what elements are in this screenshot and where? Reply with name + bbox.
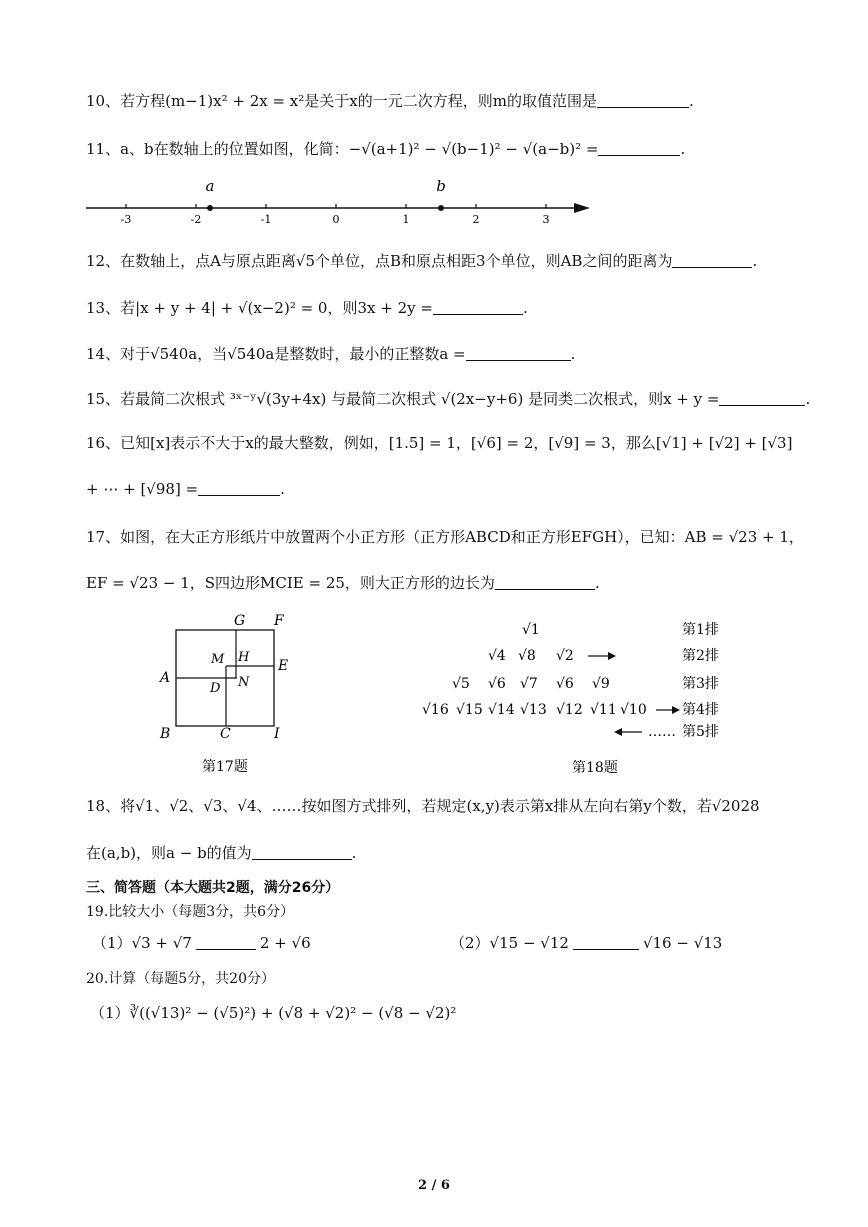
fig18-r4-item: √16: [422, 702, 449, 718]
fig18-r4-item: √15: [456, 702, 483, 718]
label-F: F: [274, 613, 284, 629]
q16-answer-blank: [198, 479, 280, 496]
point-a-label: a: [205, 177, 215, 195]
question-13: 13、若|x + y + 4| + √(x−2)² = 0，则3x + 2y = .: [86, 299, 528, 317]
label-G: G: [234, 613, 246, 629]
fig18-r3-item: √5: [452, 676, 470, 692]
q12-text: 12、在数轴上，点A与原点距离√5个单位，点B和原点相距3个单位，则AB之间的距离为: [86, 252, 673, 270]
figure-18: [410, 612, 740, 782]
fig18-r3-item: √9: [592, 676, 610, 692]
number-line-tick-label: -1: [260, 213, 272, 225]
q19-p2-blank: [573, 933, 639, 950]
label-C: C: [220, 726, 231, 742]
q14-answer-blank: [466, 344, 571, 361]
question-18-line-2: 在(a,b)，则a − b的值为 .: [86, 844, 357, 862]
fig18-r4-item: √10: [620, 702, 647, 718]
label-E: E: [278, 658, 289, 674]
fig18-r2-label: 第2排: [682, 648, 719, 664]
question-11: 11、a、b在数轴上的位置如图，化简：−√(a+1)² − √(b−1)² − √(a−b)² = .: [86, 140, 686, 158]
point-a-dot: [207, 205, 213, 211]
fig18-r4-item: √12: [556, 702, 583, 718]
question-16-line-2: + ⋯ + [√98] = .: [86, 480, 285, 498]
number-line-tick-label: 0: [332, 213, 340, 225]
q18-text-1: 18、将√1、√2、√3、√4、……按如图方式排列，若规定(x,y)表示第x排从左向右第y个数，若√2028: [86, 797, 760, 815]
label-M: M: [211, 652, 225, 667]
question-12: 12、在数轴上，点A与原点距离√5个单位，点B和原点相距3个单位，则AB之间的距离为 .: [86, 252, 758, 270]
question-17-line-2: EF = √23 − 1，S四边形MCIE = 25，则大正方形的边长为 .: [86, 574, 600, 592]
q15-answer-blank: [719, 389, 805, 406]
fig18-r2-item: √4: [488, 648, 506, 664]
fig18-r3-label: 第3排: [682, 676, 719, 692]
fig18-r4-item: √13: [520, 702, 547, 718]
question-17-line-1: [86, 526, 804, 548]
number-line-tick-label: 2: [472, 213, 480, 225]
question-20-title: 20.计算（每题5分，共20分）: [86, 971, 275, 987]
number-line-tick-label: -2: [190, 213, 202, 225]
q10-text: 10、若方程(m−1)x² + 2x = x²是关于x的一元二次方程，则m的取值范围是: [86, 92, 597, 110]
fig18-r3-item: √7: [520, 676, 538, 692]
question-10: 10、若方程(m−1)x² + 2x = x²是关于x的一元二次方程，则m的取值范围是 .: [86, 92, 694, 110]
q15-text: 15、若最简二次根式 ³ˣ⁻ʸ√(3y+4x) 与最简二次根式 √(2x−y+6) 是同类二次根式，则x + y =: [86, 390, 720, 408]
fig18-r4-label: 第4排: [682, 702, 719, 718]
fig18-r1-label: 第1排: [682, 622, 719, 638]
fig17-caption: 第17题: [202, 759, 248, 775]
q16-text-1: 16、已知[x]表示不大于x的最大整数，例如，[1.5] = 1，[√6] = 2，[√9] = 3，那么[√1] + [√2] + [√3]: [86, 434, 793, 452]
fig18-r2-item: √2: [556, 648, 574, 664]
label-N: N: [238, 675, 250, 690]
fig18-r4-item: √14: [488, 702, 515, 718]
number-line-tick-label: 1: [402, 213, 410, 225]
number-line-tick-label: 3: [542, 213, 550, 225]
fig18-r2-item: √8: [518, 648, 536, 664]
q12-answer-blank: [672, 251, 752, 268]
figure-17: [150, 608, 310, 783]
fig18-r1-item: √1: [522, 622, 540, 638]
q19-p1-blank: [196, 933, 256, 950]
q19-part-1: （1）√3 + √7 2 + √6: [92, 934, 311, 952]
label-D: D: [210, 681, 221, 696]
q13-answer-blank: [433, 298, 523, 315]
label-A: A: [160, 670, 171, 686]
q11-text: 11、a、b在数轴上的位置如图，化简：−√(a+1)² − √(b−1)² − √(a−b)² =: [86, 140, 599, 158]
q16-text-2: + ⋯ + [√98] =: [86, 480, 199, 498]
number-line-figure: [80, 175, 600, 225]
q19-part-2: （2）√15 − √12 √16 − √13: [450, 934, 723, 952]
q17-text-1: 17、如图，在大正方形纸片中放置两个小正方形（正方形ABCD和正方形EFGH），已知：AB = √23 + 1，: [86, 528, 804, 546]
point-b-dot: [438, 205, 444, 211]
question-14: 14、对于√540a，当√540a是整数时，最小的正整数a = .: [86, 345, 576, 363]
q17-answer-blank: [495, 573, 595, 590]
label-B: B: [160, 726, 171, 742]
q14-text: 14、对于√540a，当√540a是整数时，最小的正整数a =: [86, 345, 466, 363]
page-number: 2 / 6: [418, 1178, 450, 1193]
q10-answer-blank: [597, 91, 689, 108]
label-H: H: [238, 650, 250, 665]
q18-answer-blank: [252, 843, 352, 860]
q17-text-2: EF = √23 − 1，S四边形MCIE = 25，则大正方形的边长为: [86, 574, 495, 592]
question-15: 15、若最简二次根式 ³ˣ⁻ʸ√(3y+4x) 与最简二次根式 √(2x−y+6) 是同类二次根式，则x + y = .: [86, 390, 811, 408]
fig18-r3-item: √6: [556, 676, 574, 692]
fig18-caption: 第18题: [572, 760, 618, 776]
fig18-r4-item: √11: [590, 702, 617, 718]
question-18-line-1: [86, 795, 760, 817]
number-line-tick-label: -3: [120, 213, 132, 225]
section-3-heading: 三、简答题（本大题共2题，满分26分）: [86, 880, 340, 896]
q13-text: 13、若|x + y + 4| + √(x−2)² = 0，则3x + 2y =: [86, 299, 433, 317]
q20-part-1: （1）∛((√13)² − (√5)²) + (√8 + √2)² − (√8 − √2)²: [90, 1004, 457, 1022]
q18-text-2: 在(a,b)，则a − b的值为: [86, 844, 252, 862]
fig18-r5-item: ……: [648, 724, 676, 740]
question-16-line-1: [86, 432, 792, 454]
question-19-title: 19.比较大小（每题3分，共6分）: [86, 904, 295, 920]
q11-answer-blank: [598, 139, 680, 156]
fig18-r5-label: 第5排: [682, 724, 719, 740]
point-b-label: b: [436, 177, 446, 195]
fig18-r3-item: √6: [488, 676, 506, 692]
label-I: I: [274, 726, 280, 742]
